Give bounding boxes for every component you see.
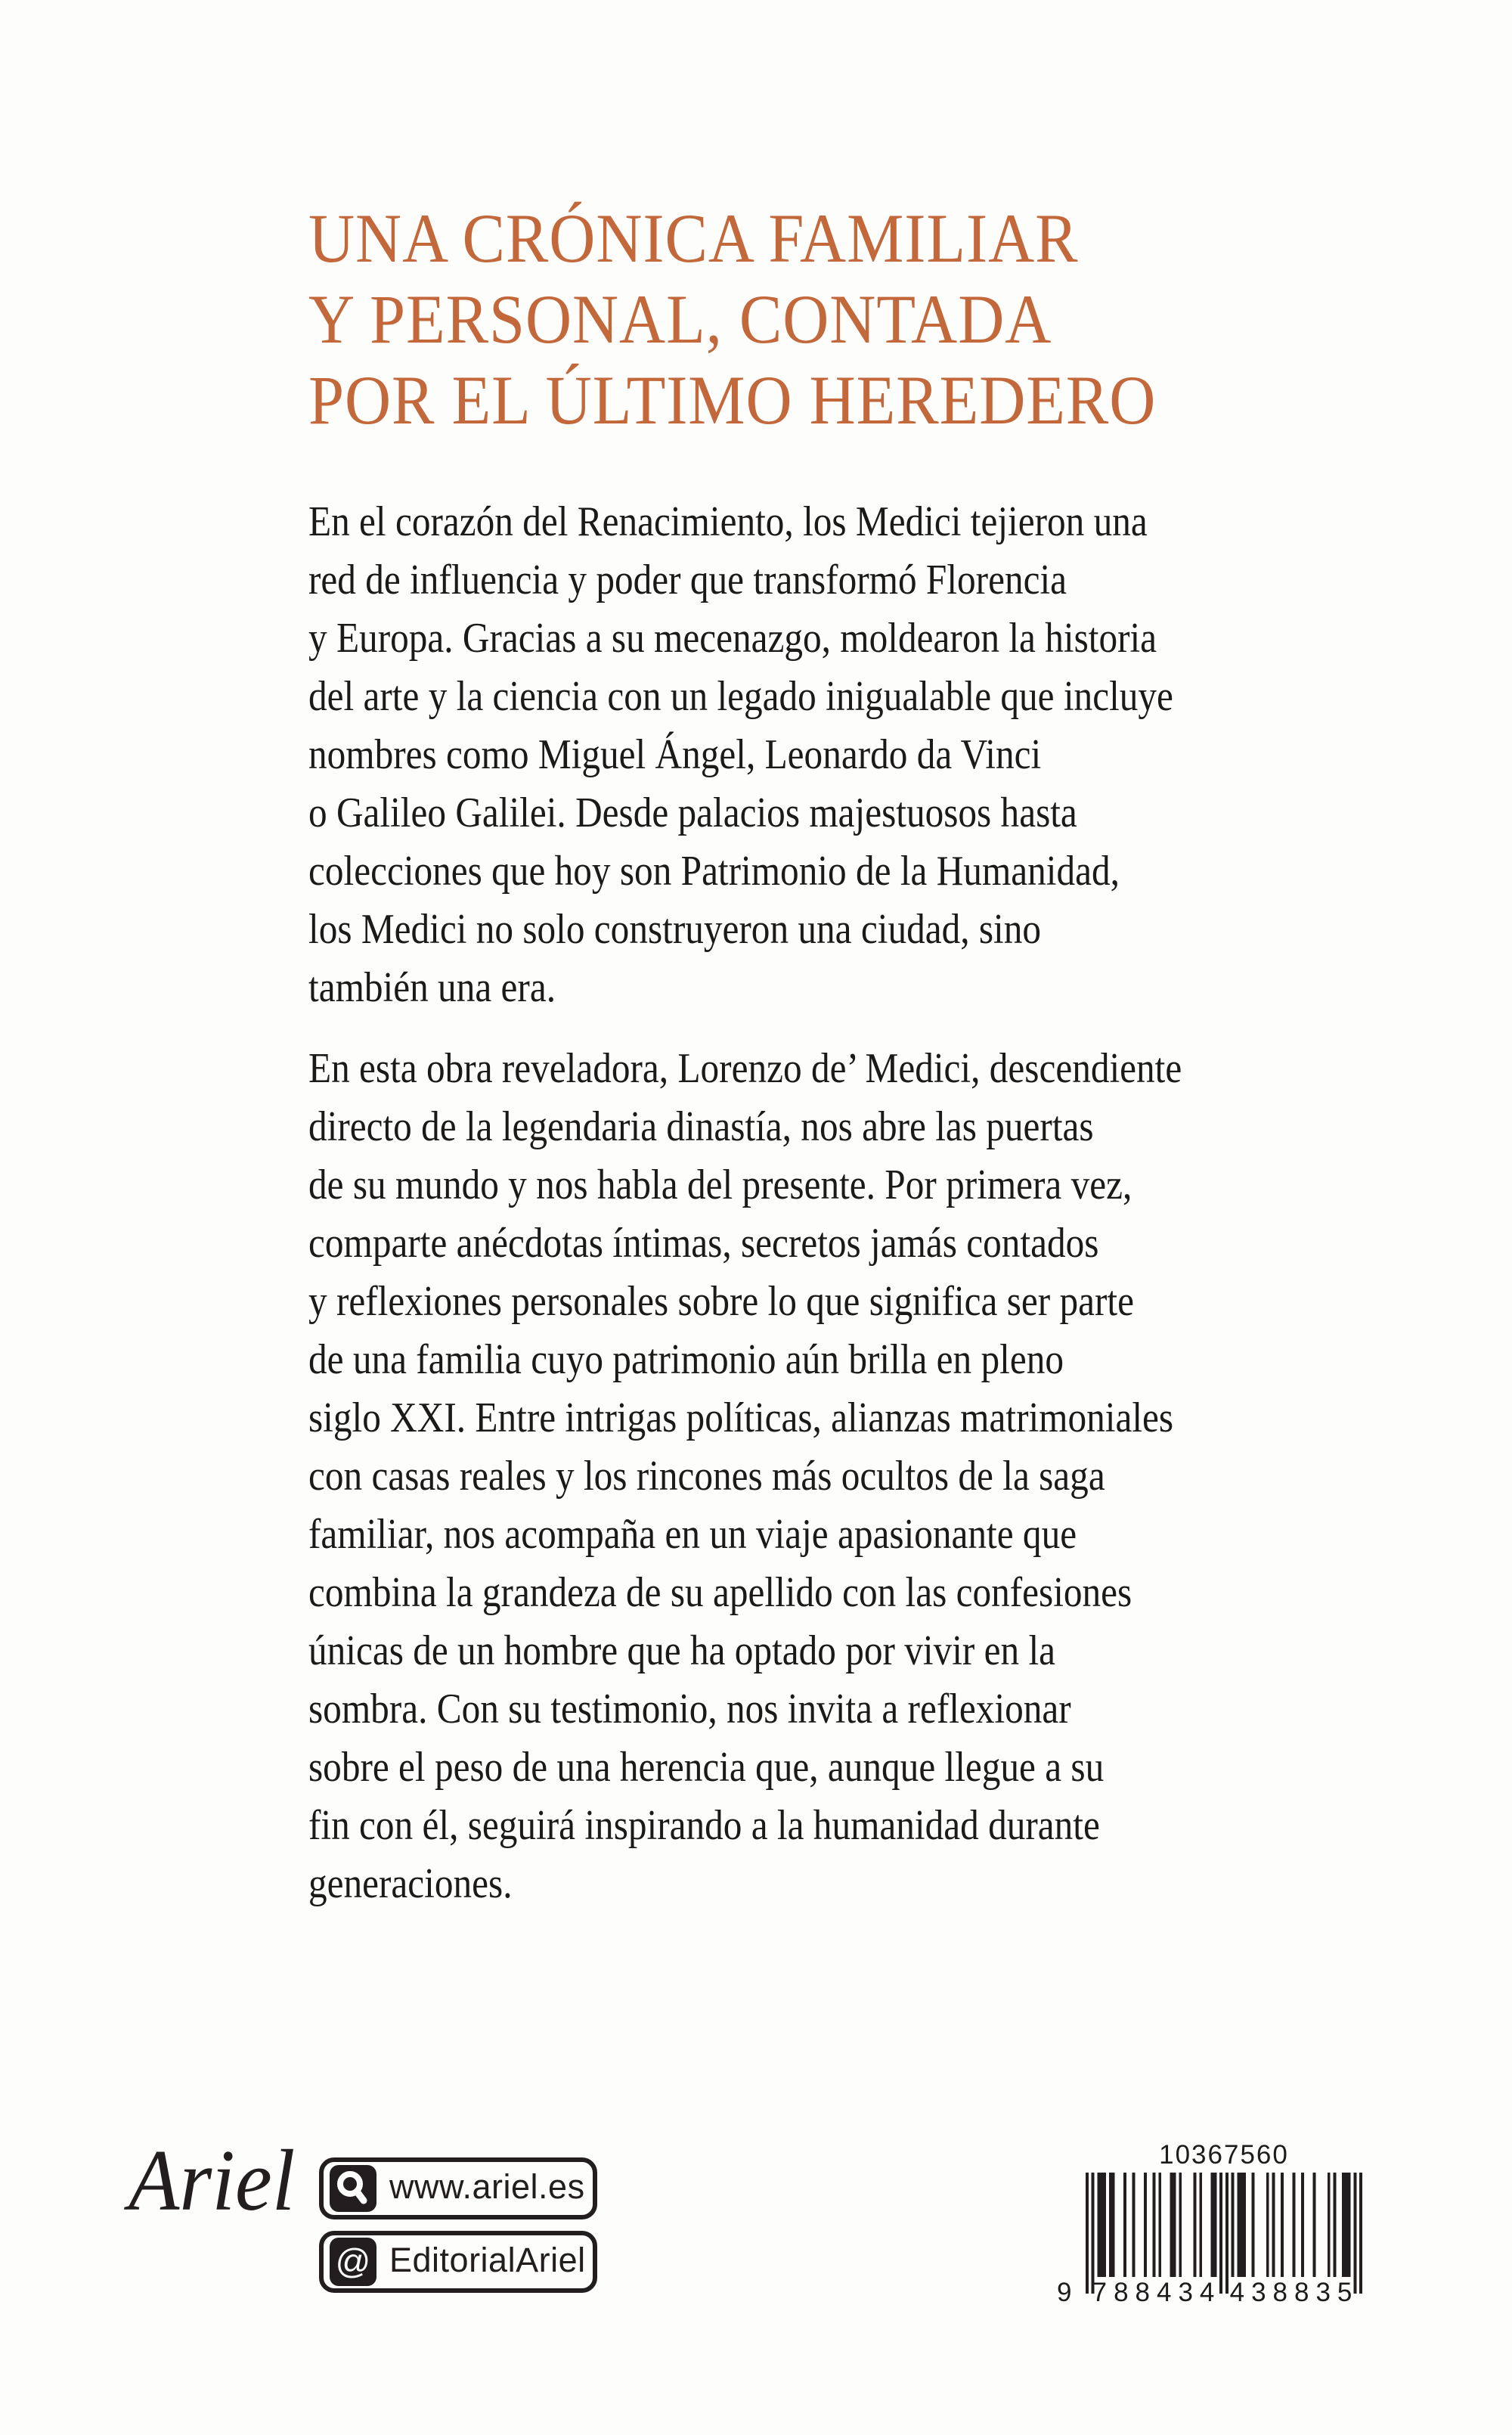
text-line: y Europa. Gracias a su mecenazgo, moldearon la historia xyxy=(308,615,1157,662)
text-line: Y PERSONAL, CONTADA xyxy=(308,281,1052,358)
text-line: colecciones que hoy son Patrimonio de la Humanidad, xyxy=(308,848,1120,895)
publisher-links xyxy=(319,2157,597,2293)
text-line: de su mundo y nos habla del presente. Por primera vez, xyxy=(308,1162,1132,1208)
text-line: y reflexiones personales sobre lo que significa ser parte xyxy=(308,1278,1134,1325)
text-line: fin con él, seguirá inspirando a la humanidad durante xyxy=(308,1802,1100,1849)
text-line: de una familia cuyo patrimonio aún brilla en pleno xyxy=(308,1336,1064,1383)
synopsis xyxy=(308,493,1301,1913)
text-line: siglo XXI. Entre intrigas políticas, alianzas matrimoniales xyxy=(308,1394,1174,1441)
text-line: sobre el peso de una herencia que, aunque llegue a su xyxy=(308,1744,1105,1791)
text-line: comparte anécdotas íntimas, secretos jamás contados xyxy=(308,1220,1099,1267)
publisher-logo-ariel: Ariel xyxy=(129,2133,296,2229)
ean13-barcode xyxy=(1057,2173,1362,2328)
text-line: los Medici no solo construyeron una ciudad, sino xyxy=(308,906,1042,953)
barcode-product-number: 10367560 xyxy=(1159,2140,1289,2170)
synopsis-paragraph-2 xyxy=(308,1040,1301,1913)
headline xyxy=(308,198,1230,441)
text-line: nombres como Miguel Ángel, Leonardo da Vinci xyxy=(308,731,1042,778)
at-icon: @ xyxy=(330,2238,376,2286)
text-line: del arte y la ciencia con un legado inigualable que incluye xyxy=(308,673,1173,720)
text-line: también una era. xyxy=(308,964,556,1011)
text-line: directo de la legendaria dinastía, nos abre las puertas xyxy=(308,1103,1094,1150)
text-line: con casas reales y los rincones más ocultos de la saga xyxy=(308,1453,1105,1500)
text-line: red de influencia y poder que transformó Florencia xyxy=(308,557,1067,603)
text-line: En el corazón del Renacimiento, los Medici tejieron una xyxy=(308,498,1148,545)
text-line: únicas de un hombre que ha optado por vivir en la xyxy=(308,1627,1056,1674)
website-url: www.ariel.es xyxy=(389,2167,585,2206)
social-badge xyxy=(319,2231,597,2293)
barcode xyxy=(1057,2140,1362,2328)
search-icon xyxy=(330,2165,376,2212)
social-handle: EditorialAriel xyxy=(389,2241,586,2279)
website-badge xyxy=(319,2157,597,2219)
text-line: o Galileo Galilei. Desde palacios majestuosos hasta xyxy=(308,789,1077,836)
ean13-digits-right: 438835 xyxy=(1229,2278,1359,2307)
synopsis-paragraph-1 xyxy=(308,493,1301,1017)
text-line: En esta obra reveladora, Lorenzo de’ Medici, descendiente xyxy=(308,1045,1182,1092)
text-line: combina la grandeza de su apellido con las confesiones xyxy=(308,1569,1132,1616)
ean13-digits-left: 788434 xyxy=(1092,2278,1222,2307)
text-line: UNA CRÓNICA FAMILIAR xyxy=(308,200,1079,277)
text-line: sombra. Con su testimonio, nos invita a reflexionar xyxy=(308,1686,1071,1732)
ean13-bars xyxy=(1086,2173,1362,2294)
text-line: familiar, nos acompaña en un viaje apasionante que xyxy=(308,1511,1077,1558)
text-line: generaciones. xyxy=(308,1860,513,1907)
ean13-digit-first: 9 xyxy=(1057,2278,1072,2307)
text-line: POR EL ÚLTIMO HEREDERO xyxy=(308,361,1157,439)
